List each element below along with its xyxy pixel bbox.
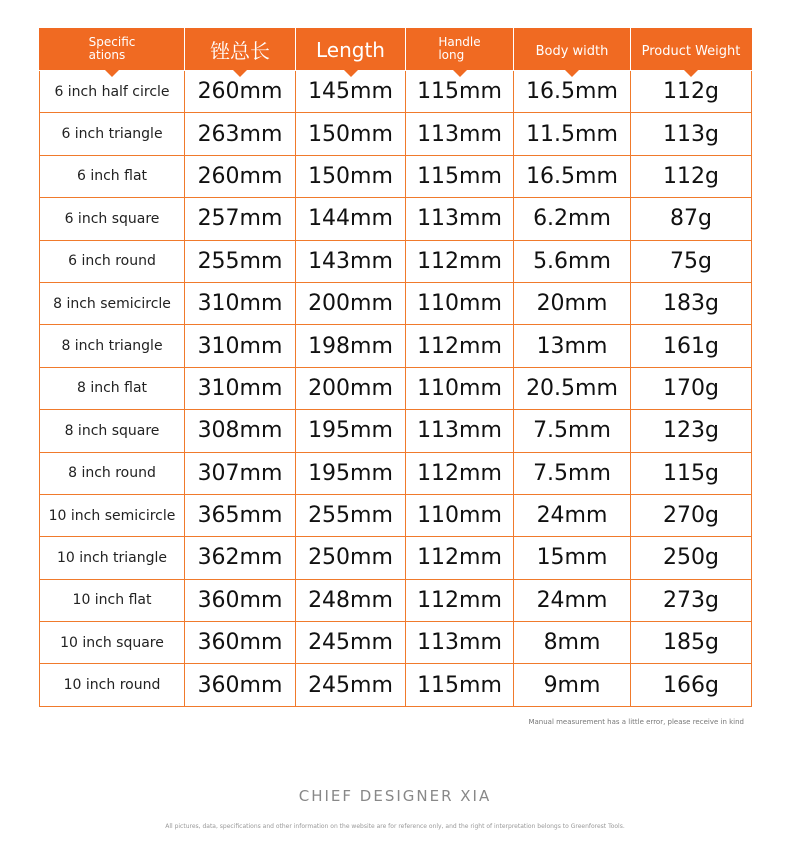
cell-weight: 183g (631, 282, 752, 324)
cell-length: 245mm (296, 622, 406, 664)
table-row (40, 198, 752, 240)
cell-handle-length: 115mm (406, 71, 514, 113)
header-product-weight-label: Product Weight (641, 44, 741, 59)
cell-length: 195mm (296, 410, 406, 452)
disclaimer-text: All pictures, data, specifications and other information on the website are for reference only, and the right of interpretation belongs to Greenforest Tools. (165, 823, 625, 830)
cell-body-width: 13mm (514, 325, 631, 367)
cell-total-length: 308mm (185, 410, 296, 452)
header-total-length-label: 锉总长 (210, 39, 270, 63)
header-specifications-label: Specific ations (88, 35, 136, 62)
cell-length: 195mm (296, 452, 406, 494)
cell-weight: 273g (631, 579, 752, 621)
spec-table (39, 28, 752, 707)
cell-body-width: 7.5mm (514, 410, 631, 452)
cell-body-width: 20.5mm (514, 367, 631, 409)
cell-total-length: 255mm (185, 240, 296, 282)
header-body-width-label: Body width (535, 44, 609, 59)
cell-handle-length: 112mm (406, 579, 514, 621)
table-row (40, 367, 752, 409)
cell-handle-length: 110mm (406, 282, 514, 324)
cell-spec-name: 6 inch triangle (40, 113, 185, 155)
table-row (40, 240, 752, 282)
table-row (40, 155, 752, 197)
cell-weight: 270g (631, 494, 752, 536)
cell-spec-name: 8 inch flat (40, 367, 185, 409)
cell-handle-length: 113mm (406, 410, 514, 452)
spec-table-body (40, 71, 752, 707)
cell-handle-length: 112mm (406, 240, 514, 282)
cell-body-width: 11.5mm (514, 113, 631, 155)
cell-length: 143mm (296, 240, 406, 282)
cell-spec-name: 10 inch flat (40, 579, 185, 621)
cell-body-width: 15mm (514, 537, 631, 579)
table-row (40, 494, 752, 536)
cell-total-length: 360mm (185, 622, 296, 664)
table-row (40, 325, 752, 367)
header-length-label: Length (316, 37, 385, 62)
table-row (40, 537, 752, 579)
cell-body-width: 8mm (514, 622, 631, 664)
header-handle-long (406, 29, 514, 71)
cell-spec-name: 6 inch square (40, 198, 185, 240)
cell-weight: 75g (631, 240, 752, 282)
cell-length: 150mm (296, 155, 406, 197)
cell-total-length: 257mm (185, 198, 296, 240)
cell-body-width: 9mm (514, 664, 631, 706)
cell-spec-name: 10 inch semicircle (40, 494, 185, 536)
cell-handle-length: 113mm (406, 622, 514, 664)
cell-spec-name: 6 inch half circle (40, 71, 185, 113)
cell-handle-length: 112mm (406, 452, 514, 494)
table-row (40, 410, 752, 452)
cell-length: 255mm (296, 494, 406, 536)
header-product-weight (631, 29, 752, 71)
designer-credit: CHIEF DESIGNER XIA (298, 787, 492, 805)
cell-total-length: 310mm (185, 282, 296, 324)
table-row (40, 113, 752, 155)
cell-length: 200mm (296, 367, 406, 409)
cell-spec-name: 10 inch square (40, 622, 185, 664)
header-row (40, 29, 752, 71)
cell-body-width: 5.6mm (514, 240, 631, 282)
table-row (40, 282, 752, 324)
cell-length: 250mm (296, 537, 406, 579)
cell-weight: 112g (631, 155, 752, 197)
cell-total-length: 365mm (185, 494, 296, 536)
cell-total-length: 307mm (185, 452, 296, 494)
header-total-length (185, 29, 296, 71)
cell-body-width: 16.5mm (514, 155, 631, 197)
cell-weight: 112g (631, 71, 752, 113)
cell-total-length: 310mm (185, 325, 296, 367)
cell-spec-name: 10 inch round (40, 664, 185, 706)
cell-weight: 166g (631, 664, 752, 706)
cell-body-width: 6.2mm (514, 198, 631, 240)
table-row (40, 71, 752, 113)
cell-spec-name: 8 inch triangle (40, 325, 185, 367)
cell-total-length: 360mm (185, 579, 296, 621)
header-specifications (40, 29, 185, 71)
cell-total-length: 263mm (185, 113, 296, 155)
cell-weight: 87g (631, 198, 752, 240)
header-length (296, 29, 406, 71)
cell-body-width: 16.5mm (514, 71, 631, 113)
cell-handle-length: 112mm (406, 537, 514, 579)
cell-weight: 123g (631, 410, 752, 452)
measurement-note: Manual measurement has a little error, please receive in kind (528, 718, 744, 726)
cell-body-width: 24mm (514, 494, 631, 536)
cell-handle-length: 113mm (406, 198, 514, 240)
cell-body-width: 20mm (514, 282, 631, 324)
table-row (40, 579, 752, 621)
cell-total-length: 362mm (185, 537, 296, 579)
table-row (40, 622, 752, 664)
cell-weight: 250g (631, 537, 752, 579)
cell-weight: 170g (631, 367, 752, 409)
cell-body-width: 7.5mm (514, 452, 631, 494)
cell-length: 248mm (296, 579, 406, 621)
cell-spec-name: 8 inch semicircle (40, 282, 185, 324)
cell-spec-name: 6 inch round (40, 240, 185, 282)
cell-weight: 115g (631, 452, 752, 494)
cell-length: 145mm (296, 71, 406, 113)
cell-spec-name: 8 inch square (40, 410, 185, 452)
cell-weight: 113g (631, 113, 752, 155)
cell-spec-name: 8 inch round (40, 452, 185, 494)
cell-handle-length: 112mm (406, 325, 514, 367)
cell-length: 150mm (296, 113, 406, 155)
cell-length: 198mm (296, 325, 406, 367)
cell-total-length: 310mm (185, 367, 296, 409)
cell-total-length: 260mm (185, 155, 296, 197)
header-body-width (514, 29, 631, 71)
cell-handle-length: 115mm (406, 155, 514, 197)
table-row (40, 664, 752, 706)
cell-spec-name: 10 inch triangle (40, 537, 185, 579)
cell-length: 245mm (296, 664, 406, 706)
cell-handle-length: 110mm (406, 367, 514, 409)
table-row (40, 452, 752, 494)
cell-total-length: 360mm (185, 664, 296, 706)
cell-body-width: 24mm (514, 579, 631, 621)
cell-weight: 161g (631, 325, 752, 367)
cell-length: 144mm (296, 198, 406, 240)
cell-weight: 185g (631, 622, 752, 664)
cell-handle-length: 113mm (406, 113, 514, 155)
cell-handle-length: 110mm (406, 494, 514, 536)
cell-length: 200mm (296, 282, 406, 324)
cell-spec-name: 6 inch flat (40, 155, 185, 197)
cell-handle-length: 115mm (406, 664, 514, 706)
cell-total-length: 260mm (185, 71, 296, 113)
header-handle-long-label: Handle long (438, 35, 481, 62)
